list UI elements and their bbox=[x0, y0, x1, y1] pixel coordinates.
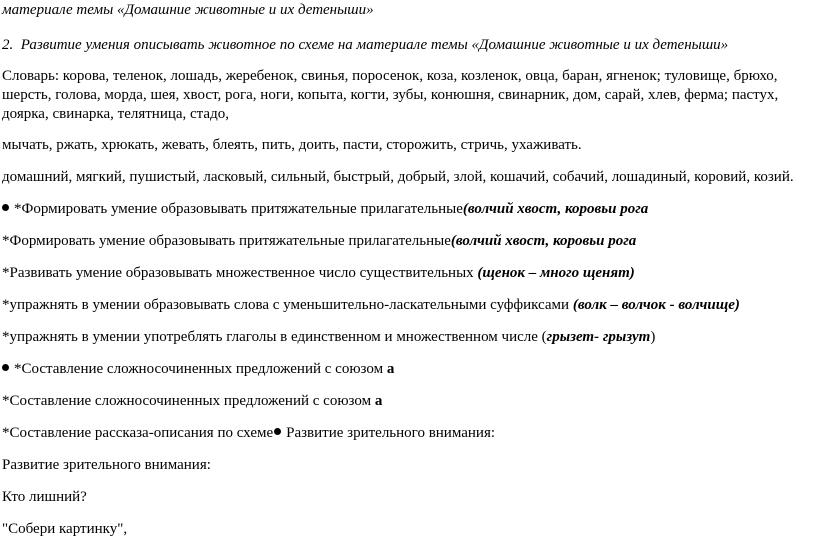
bullet-icon bbox=[274, 428, 281, 435]
verbs-text: мычать, ржать, хрюкать, жевать, блеять, пить, доить, пасти, сторожить, стричь, ухаживать. bbox=[2, 137, 582, 153]
goal-2 bbox=[2, 232, 636, 251]
item-2 bbox=[2, 36, 728, 55]
vocabulary-line-1 bbox=[2, 67, 778, 86]
goal-1-example: (волчий хвост, коровьи рога bbox=[462, 201, 649, 217]
vocabulary-text-1: Словарь: корова, теленок, лошадь, жеребенок, свинья, поросенок, коза, козленок, овца, баран, ягненок; туловище, брюхо, bbox=[2, 68, 778, 84]
collect-picture-text: "Собери картинку", bbox=[2, 521, 128, 537]
compound-sentences-2 bbox=[2, 392, 382, 411]
goal-2-text: *Формировать умение образовывать притяжательные прилагательные bbox=[2, 233, 451, 249]
vocabulary-text-2: шерсть, голова, морда, шея, хвост, рога, ноги, копыта, когти, зубы, конюшня, свинарник, дом, сарай, хлев, ферма; пастух, bbox=[2, 87, 779, 103]
compound-2-conjunction: а bbox=[374, 393, 383, 409]
line-topic-continuation bbox=[2, 1, 374, 20]
story-tail: Развитие зрительного внимания: bbox=[286, 425, 496, 441]
goal-5-close: ) bbox=[650, 329, 656, 345]
bullet-icon bbox=[2, 204, 9, 211]
collect-picture bbox=[2, 520, 127, 539]
item-2-number: 2. bbox=[2, 37, 14, 53]
compound-1-conjunction: а bbox=[386, 361, 395, 377]
goal-5-text: *упражнять в умении употреблять глаголы в единственном и множественном числе ( bbox=[2, 329, 547, 345]
compound-1-text: *Составление сложносочиненных предложений с союзом bbox=[14, 361, 387, 377]
goal-3 bbox=[2, 264, 635, 283]
visual-attention-text: Развитие зрительного внимания: bbox=[2, 457, 211, 473]
goal-2-example: (волчий хвост, коровьи рога bbox=[450, 233, 637, 249]
vocabulary-text-3: доярка, свинарка, телятница, стадо, bbox=[2, 106, 229, 122]
goal-5-example: грызет- грызут bbox=[546, 329, 651, 345]
adjectives-line bbox=[2, 168, 794, 187]
goal-3-text: *Развивать умение образовывать множественное число существительных bbox=[2, 265, 478, 281]
goal-3-example: (щенок – много щенят) bbox=[477, 265, 635, 281]
odd-one-out-text: Кто лишний? bbox=[2, 489, 87, 505]
vocabulary-line-2 bbox=[2, 86, 778, 105]
topic-text: материале темы «Домашние животные и их детеныши» bbox=[2, 2, 374, 18]
odd-one-out bbox=[2, 488, 87, 507]
goal-1-text: *Формировать умение образовывать притяжательные прилагательные bbox=[14, 201, 463, 217]
goal-1 bbox=[2, 200, 648, 219]
goal-5 bbox=[2, 328, 655, 347]
visual-attention bbox=[2, 456, 211, 475]
adjectives-text: домашний, мягкий, пушистый, ласковый, сильный, быстрый, добрый, злой, кошачий, собачий, лошадиный, коровий, козий. bbox=[2, 169, 794, 185]
verbs-line bbox=[2, 136, 582, 155]
goal-4-text: *упражнять в умении образовывать слова с уменьшительно-ласкательными суффиксами bbox=[2, 297, 573, 313]
item-2-text: Развитие умения описывать животное по схеме на материале темы «Домашние животные и их детеныши» bbox=[20, 37, 729, 53]
story-text: *Составление рассказа-описания по схеме bbox=[2, 425, 274, 441]
goal-4 bbox=[2, 296, 740, 315]
bullet-icon bbox=[2, 364, 9, 371]
vocabulary-line-3 bbox=[2, 105, 229, 124]
story-description bbox=[2, 424, 495, 443]
compound-2-text: *Составление сложносочиненных предложений с союзом bbox=[2, 393, 375, 409]
compound-sentences-1 bbox=[2, 360, 394, 379]
goal-4-example: (волк – волчок - волчище) bbox=[572, 297, 740, 313]
